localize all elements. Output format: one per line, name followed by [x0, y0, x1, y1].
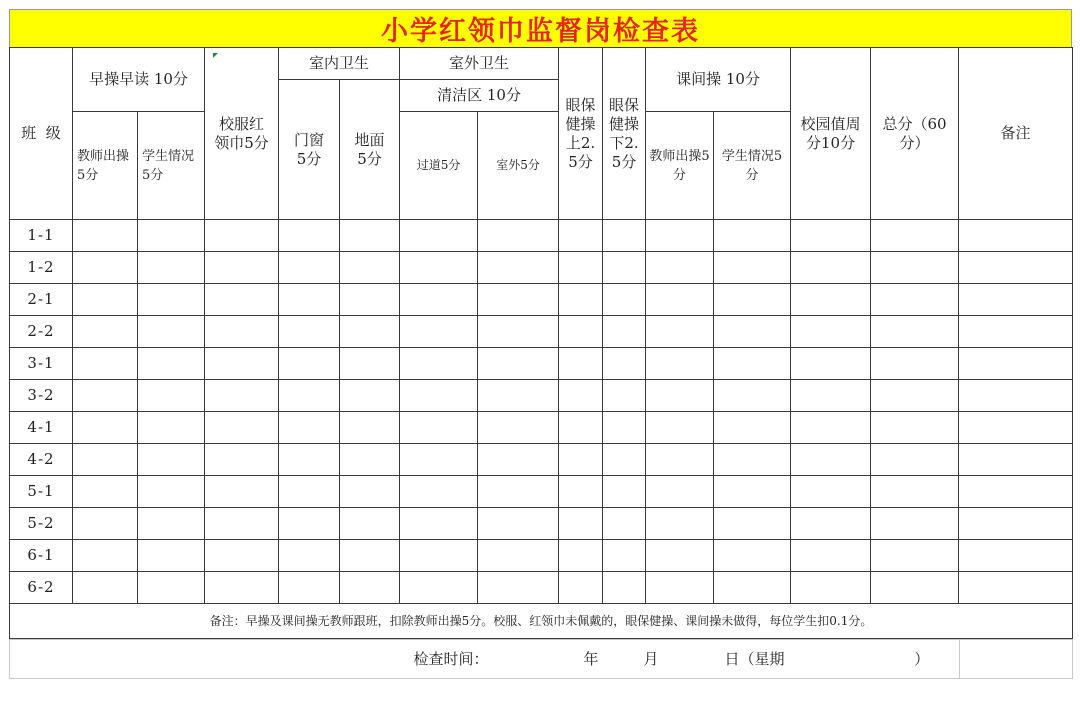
- score-cell[interactable]: [559, 572, 603, 604]
- score-cell[interactable]: [340, 348, 400, 380]
- table-row: [10, 444, 1073, 476]
- score-cell[interactable]: [603, 284, 646, 316]
- score-cell[interactable]: [714, 444, 791, 476]
- score-cell[interactable]: [871, 284, 959, 316]
- class-label: 6-2: [10, 572, 73, 604]
- score-cell[interactable]: [138, 412, 205, 444]
- score-cell[interactable]: [279, 284, 340, 316]
- header-total: 总分（60分）: [871, 48, 959, 220]
- score-cell[interactable]: [791, 508, 871, 540]
- score-cell[interactable]: [959, 380, 1073, 412]
- header-eye-up: 眼保健操上2.5分: [559, 48, 603, 220]
- header-break-teacher: 教师出操5分: [646, 112, 714, 220]
- score-cell[interactable]: [959, 540, 1073, 572]
- score-cell[interactable]: [646, 540, 714, 572]
- check-weekday-label: 日（星期: [725, 640, 885, 679]
- score-cell[interactable]: [959, 252, 1073, 284]
- score-cell[interactable]: [478, 540, 559, 572]
- score-cell[interactable]: [138, 380, 205, 412]
- class-label: 2-1: [10, 284, 73, 316]
- score-cell[interactable]: [603, 220, 646, 252]
- score-cell[interactable]: [138, 316, 205, 348]
- score-cell[interactable]: [478, 284, 559, 316]
- score-cell[interactable]: [603, 540, 646, 572]
- score-cell[interactable]: [714, 220, 791, 252]
- score-cell[interactable]: [73, 572, 138, 604]
- score-cell[interactable]: [400, 476, 478, 508]
- score-cell[interactable]: [791, 572, 871, 604]
- table-row: [10, 508, 1073, 540]
- score-cell[interactable]: [559, 348, 603, 380]
- score-cell[interactable]: [871, 572, 959, 604]
- class-label: 4-2: [10, 444, 73, 476]
- score-cell[interactable]: [646, 412, 714, 444]
- cell-comment-marker: [213, 53, 218, 58]
- check-time-label: 检查时间：: [10, 640, 495, 679]
- score-cell[interactable]: [791, 412, 871, 444]
- score-cell[interactable]: [559, 316, 603, 348]
- score-cell[interactable]: [559, 220, 603, 252]
- score-cell[interactable]: [279, 540, 340, 572]
- score-cell[interactable]: [205, 412, 279, 444]
- score-cell[interactable]: [478, 220, 559, 252]
- score-cell[interactable]: [603, 380, 646, 412]
- score-cell[interactable]: [73, 252, 138, 284]
- score-cell[interactable]: [714, 348, 791, 380]
- score-cell[interactable]: [138, 508, 205, 540]
- score-cell[interactable]: [959, 284, 1073, 316]
- class-label: 2-2: [10, 316, 73, 348]
- table-row: [10, 380, 1073, 412]
- score-cell[interactable]: [400, 316, 478, 348]
- check-day-label: [665, 640, 725, 679]
- score-cell[interactable]: [714, 316, 791, 348]
- score-cell[interactable]: [871, 444, 959, 476]
- score-cell[interactable]: [959, 220, 1073, 252]
- score-cell[interactable]: [340, 476, 400, 508]
- score-cell[interactable]: [714, 572, 791, 604]
- title-bar: [9, 9, 1072, 47]
- score-cell[interactable]: [279, 476, 340, 508]
- score-cell[interactable]: [791, 380, 871, 412]
- score-cell[interactable]: [340, 316, 400, 348]
- score-cell[interactable]: [714, 380, 791, 412]
- header-eye-down: 眼保健操下2.5分: [603, 48, 646, 220]
- score-cell[interactable]: [478, 508, 559, 540]
- score-cell[interactable]: [205, 476, 279, 508]
- inspection-table: [9, 47, 1073, 639]
- score-cell[interactable]: [603, 476, 646, 508]
- score-cell[interactable]: [871, 252, 959, 284]
- score-cell[interactable]: [279, 444, 340, 476]
- class-label: 3-1: [10, 348, 73, 380]
- score-cell[interactable]: [279, 412, 340, 444]
- score-cell[interactable]: [138, 220, 205, 252]
- header-duty: 校园值周分10分: [791, 48, 871, 220]
- score-cell[interactable]: [205, 316, 279, 348]
- score-cell[interactable]: [340, 444, 400, 476]
- class-label: 4-1: [10, 412, 73, 444]
- score-cell[interactable]: [646, 572, 714, 604]
- score-cell[interactable]: [73, 220, 138, 252]
- score-cell[interactable]: [340, 540, 400, 572]
- class-label: 3-2: [10, 380, 73, 412]
- score-cell[interactable]: [279, 220, 340, 252]
- score-cell[interactable]: [791, 284, 871, 316]
- score-cell[interactable]: [73, 284, 138, 316]
- table-row: [10, 572, 1073, 604]
- score-cell[interactable]: [340, 508, 400, 540]
- score-cell[interactable]: [73, 348, 138, 380]
- score-cell[interactable]: [791, 252, 871, 284]
- score-cell[interactable]: [603, 508, 646, 540]
- score-cell[interactable]: [559, 380, 603, 412]
- check-year-label: 年: [495, 640, 605, 679]
- header-teacher-attend: 教师出操5分: [73, 112, 138, 220]
- score-cell[interactable]: [279, 380, 340, 412]
- table-row: [10, 284, 1073, 316]
- score-cell[interactable]: [603, 252, 646, 284]
- score-cell[interactable]: [279, 252, 340, 284]
- score-cell[interactable]: [340, 284, 400, 316]
- score-cell[interactable]: [205, 508, 279, 540]
- score-cell[interactable]: [205, 540, 279, 572]
- score-cell[interactable]: [646, 380, 714, 412]
- score-cell[interactable]: [559, 412, 603, 444]
- score-cell[interactable]: [478, 252, 559, 284]
- score-cell[interactable]: [559, 540, 603, 572]
- header-class: 班 级: [10, 48, 73, 220]
- score-cell[interactable]: [73, 444, 138, 476]
- score-cell[interactable]: [603, 444, 646, 476]
- score-cell[interactable]: [73, 380, 138, 412]
- score-cell[interactable]: [959, 444, 1073, 476]
- check-month-label: 月: [605, 640, 665, 679]
- score-cell[interactable]: [959, 572, 1073, 604]
- score-cell[interactable]: [279, 572, 340, 604]
- score-cell[interactable]: [138, 348, 205, 380]
- score-cell[interactable]: [959, 476, 1073, 508]
- score-cell[interactable]: [279, 348, 340, 380]
- table-row: [10, 540, 1073, 572]
- score-cell[interactable]: [340, 572, 400, 604]
- table-row: [10, 476, 1073, 508]
- score-cell[interactable]: [73, 508, 138, 540]
- score-cell[interactable]: [714, 508, 791, 540]
- score-cell[interactable]: [205, 220, 279, 252]
- score-cell[interactable]: [559, 508, 603, 540]
- score-cell[interactable]: [478, 316, 559, 348]
- header-student-state: 学生情况5分: [138, 112, 205, 220]
- score-cell[interactable]: [791, 540, 871, 572]
- header-corridor: 过道5分: [400, 112, 478, 220]
- score-cell[interactable]: [478, 380, 559, 412]
- score-cell[interactable]: [400, 540, 478, 572]
- score-cell[interactable]: [205, 444, 279, 476]
- score-cell[interactable]: [646, 316, 714, 348]
- score-cell[interactable]: [603, 316, 646, 348]
- page-title: 小学红领巾监督岗检查表: [381, 16, 700, 47]
- header-floor: 地面5分: [340, 80, 400, 220]
- score-cell[interactable]: [646, 284, 714, 316]
- score-cell[interactable]: [138, 444, 205, 476]
- score-cell[interactable]: [340, 412, 400, 444]
- score-cell[interactable]: [871, 380, 959, 412]
- score-cell[interactable]: [959, 348, 1073, 380]
- header-break-exercise: 课间操 10分: [646, 48, 791, 112]
- score-cell[interactable]: [871, 508, 959, 540]
- score-cell[interactable]: [400, 220, 478, 252]
- score-cell[interactable]: [400, 508, 478, 540]
- header-break-student: 学生情况5分: [714, 112, 791, 220]
- score-cell[interactable]: [400, 444, 478, 476]
- check-blank-cell[interactable]: [960, 640, 1073, 679]
- score-cell[interactable]: [646, 220, 714, 252]
- note-text: 备注：早操及课间操无教师跟班，扣除教师出操5分。校服、红领巾未佩戴的，眼保健操、课间操未做得，每位学生扣0.1分。: [10, 604, 1073, 639]
- score-cell[interactable]: [871, 412, 959, 444]
- score-cell[interactable]: [603, 348, 646, 380]
- score-cell[interactable]: [400, 572, 478, 604]
- score-cell[interactable]: [871, 540, 959, 572]
- score-cell[interactable]: [73, 316, 138, 348]
- header-remark: 备注: [959, 48, 1073, 220]
- score-cell[interactable]: [138, 284, 205, 316]
- score-cell[interactable]: [279, 316, 340, 348]
- table-row: [10, 252, 1073, 284]
- header-indoor: 室内卫生: [279, 48, 400, 80]
- score-cell[interactable]: [791, 316, 871, 348]
- table-row: [10, 412, 1073, 444]
- score-cell[interactable]: [646, 476, 714, 508]
- score-cell[interactable]: [400, 284, 478, 316]
- header-door-window: 门窗5分: [279, 80, 340, 220]
- score-cell[interactable]: [478, 412, 559, 444]
- score-cell[interactable]: [340, 252, 400, 284]
- score-cell[interactable]: [559, 444, 603, 476]
- class-label: 1-2: [10, 252, 73, 284]
- score-cell[interactable]: [138, 540, 205, 572]
- score-cell[interactable]: [400, 380, 478, 412]
- score-cell[interactable]: [559, 284, 603, 316]
- score-cell[interactable]: [714, 476, 791, 508]
- score-cell[interactable]: [400, 252, 478, 284]
- score-cell[interactable]: [400, 348, 478, 380]
- score-cell[interactable]: [205, 252, 279, 284]
- score-cell[interactable]: [279, 508, 340, 540]
- score-cell[interactable]: [646, 348, 714, 380]
- class-label: 1-1: [10, 220, 73, 252]
- header-outdoor: 室外卫生: [400, 48, 559, 80]
- score-cell[interactable]: [791, 220, 871, 252]
- table-row: [10, 348, 1073, 380]
- header-morning: 早操早读 10分: [73, 48, 205, 112]
- score-cell[interactable]: [73, 540, 138, 572]
- score-cell[interactable]: [646, 252, 714, 284]
- score-cell[interactable]: [138, 572, 205, 604]
- score-cell[interactable]: [400, 412, 478, 444]
- score-cell[interactable]: [478, 348, 559, 380]
- score-cell[interactable]: [714, 540, 791, 572]
- score-cell[interactable]: [340, 380, 400, 412]
- score-cell[interactable]: [646, 508, 714, 540]
- score-cell[interactable]: [73, 476, 138, 508]
- score-cell[interactable]: [714, 284, 791, 316]
- score-cell[interactable]: [205, 348, 279, 380]
- score-cell[interactable]: [959, 412, 1073, 444]
- score-cell[interactable]: [478, 444, 559, 476]
- header-uniform: 校服红领巾5分: [205, 48, 279, 220]
- header-clean-area: 清洁区 10分: [400, 80, 559, 112]
- class-label: 5-1: [10, 476, 73, 508]
- score-cell[interactable]: [791, 348, 871, 380]
- score-cell[interactable]: [559, 252, 603, 284]
- score-cell[interactable]: [959, 316, 1073, 348]
- score-cell[interactable]: [73, 412, 138, 444]
- score-cell[interactable]: [340, 220, 400, 252]
- check-time-table: [9, 639, 1073, 679]
- table-row: [10, 316, 1073, 348]
- score-cell[interactable]: [646, 444, 714, 476]
- score-cell[interactable]: [871, 348, 959, 380]
- inspection-sheet: [9, 9, 1072, 679]
- score-cell[interactable]: [138, 476, 205, 508]
- score-cell[interactable]: [478, 476, 559, 508]
- score-cell[interactable]: [714, 412, 791, 444]
- score-cell[interactable]: [959, 508, 1073, 540]
- score-cell[interactable]: [478, 572, 559, 604]
- score-cell[interactable]: [205, 380, 279, 412]
- check-close-paren: ）: [885, 640, 960, 679]
- score-cell[interactable]: [791, 476, 871, 508]
- score-cell[interactable]: [603, 412, 646, 444]
- score-cell[interactable]: [603, 572, 646, 604]
- header-outside: 室外5分: [478, 112, 559, 220]
- table-row: [10, 220, 1073, 252]
- class-label: 6-1: [10, 540, 73, 572]
- score-cell[interactable]: [205, 284, 279, 316]
- score-cell[interactable]: [714, 252, 791, 284]
- score-cell[interactable]: [791, 444, 871, 476]
- score-cell[interactable]: [205, 572, 279, 604]
- score-cell[interactable]: [559, 476, 603, 508]
- score-cell[interactable]: [871, 316, 959, 348]
- score-cell[interactable]: [871, 476, 959, 508]
- class-label: 5-2: [10, 508, 73, 540]
- score-cell[interactable]: [871, 220, 959, 252]
- score-cell[interactable]: [138, 252, 205, 284]
